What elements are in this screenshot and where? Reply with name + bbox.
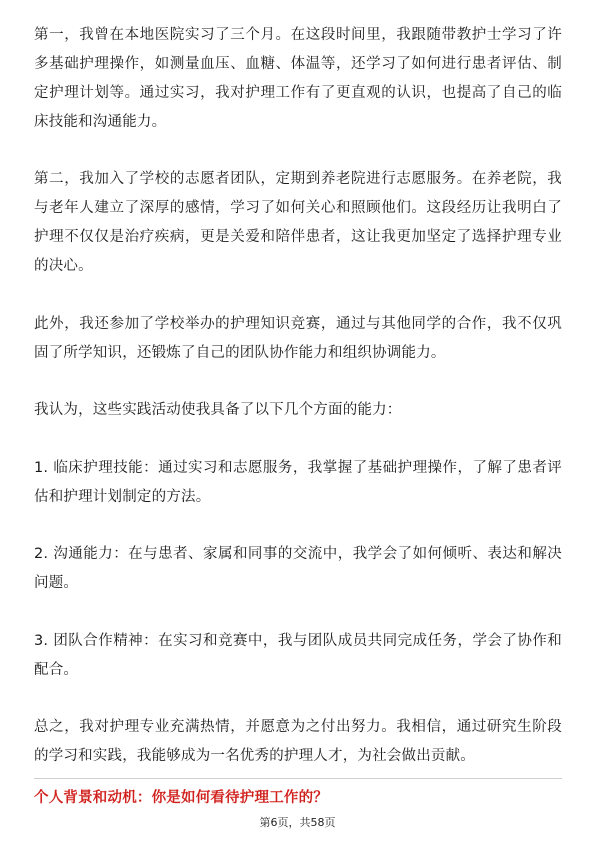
- list-item-communication: 2. 沟通能力：在与患者、家属和同事的交流中，我学会了如何倾听、表达和解决问题。: [34, 546, 562, 591]
- paragraph-competition: 此外，我还参加了学校举办的护理知识竞赛，通过与其他同学的合作，我不仅巩固了所学知识，还锻炼了自己的团队协作能力和组织协调能力。: [34, 316, 562, 361]
- paragraph-internship: 第一，我曾在本地医院实习了三个月。在这段时间里，我跟随带教护士学习了许多基础护理操作，如测量血压、血糖、体温等，还学习了如何进行患者评估、制定护理计划等。通过实习，我对护理工作有了更直观的认识，也提高了自己的临床技能和沟通能力。: [34, 27, 562, 130]
- paragraph-conclusion: 总之，我对护理专业充满热情，并愿意为之付出努力。我相信，通过研究生阶段的学习和实践，我能够成为一名优秀的护理人才，为社会做出贡献。: [34, 719, 562, 764]
- list-item-clinical-skills: 1. 临床护理技能：通过实习和志愿服务，我掌握了基础护理操作，了解了患者评估和护理计划制定的方法。: [34, 460, 562, 505]
- page-number: 第6页，共58页: [259, 816, 336, 829]
- section-divider: [34, 778, 562, 779]
- paragraph-abilities-intro: 我认为，这些实践活动使我具备了以下几个方面的能力：: [34, 402, 402, 418]
- list-item-teamwork: 3. 团队合作精神：在实习和竞赛中，我与团队成员共同完成任务，学会了协作和配合。: [34, 633, 562, 678]
- paragraph-volunteer: 第二，我加入了学校的志愿者团队，定期到养老院进行志愿服务。在养老院，我与老年人建立了深厚的感情，学习了如何关心和照顾他们。这段经历让我明白了护理不仅仅是治疗疾病，更是关爱和陪伴患者，这让我更加坚定了选择护理专业的决心。: [34, 171, 562, 274]
- next-section-heading: 个人背景和动机：你是如何看待护理工作的？: [34, 790, 328, 806]
